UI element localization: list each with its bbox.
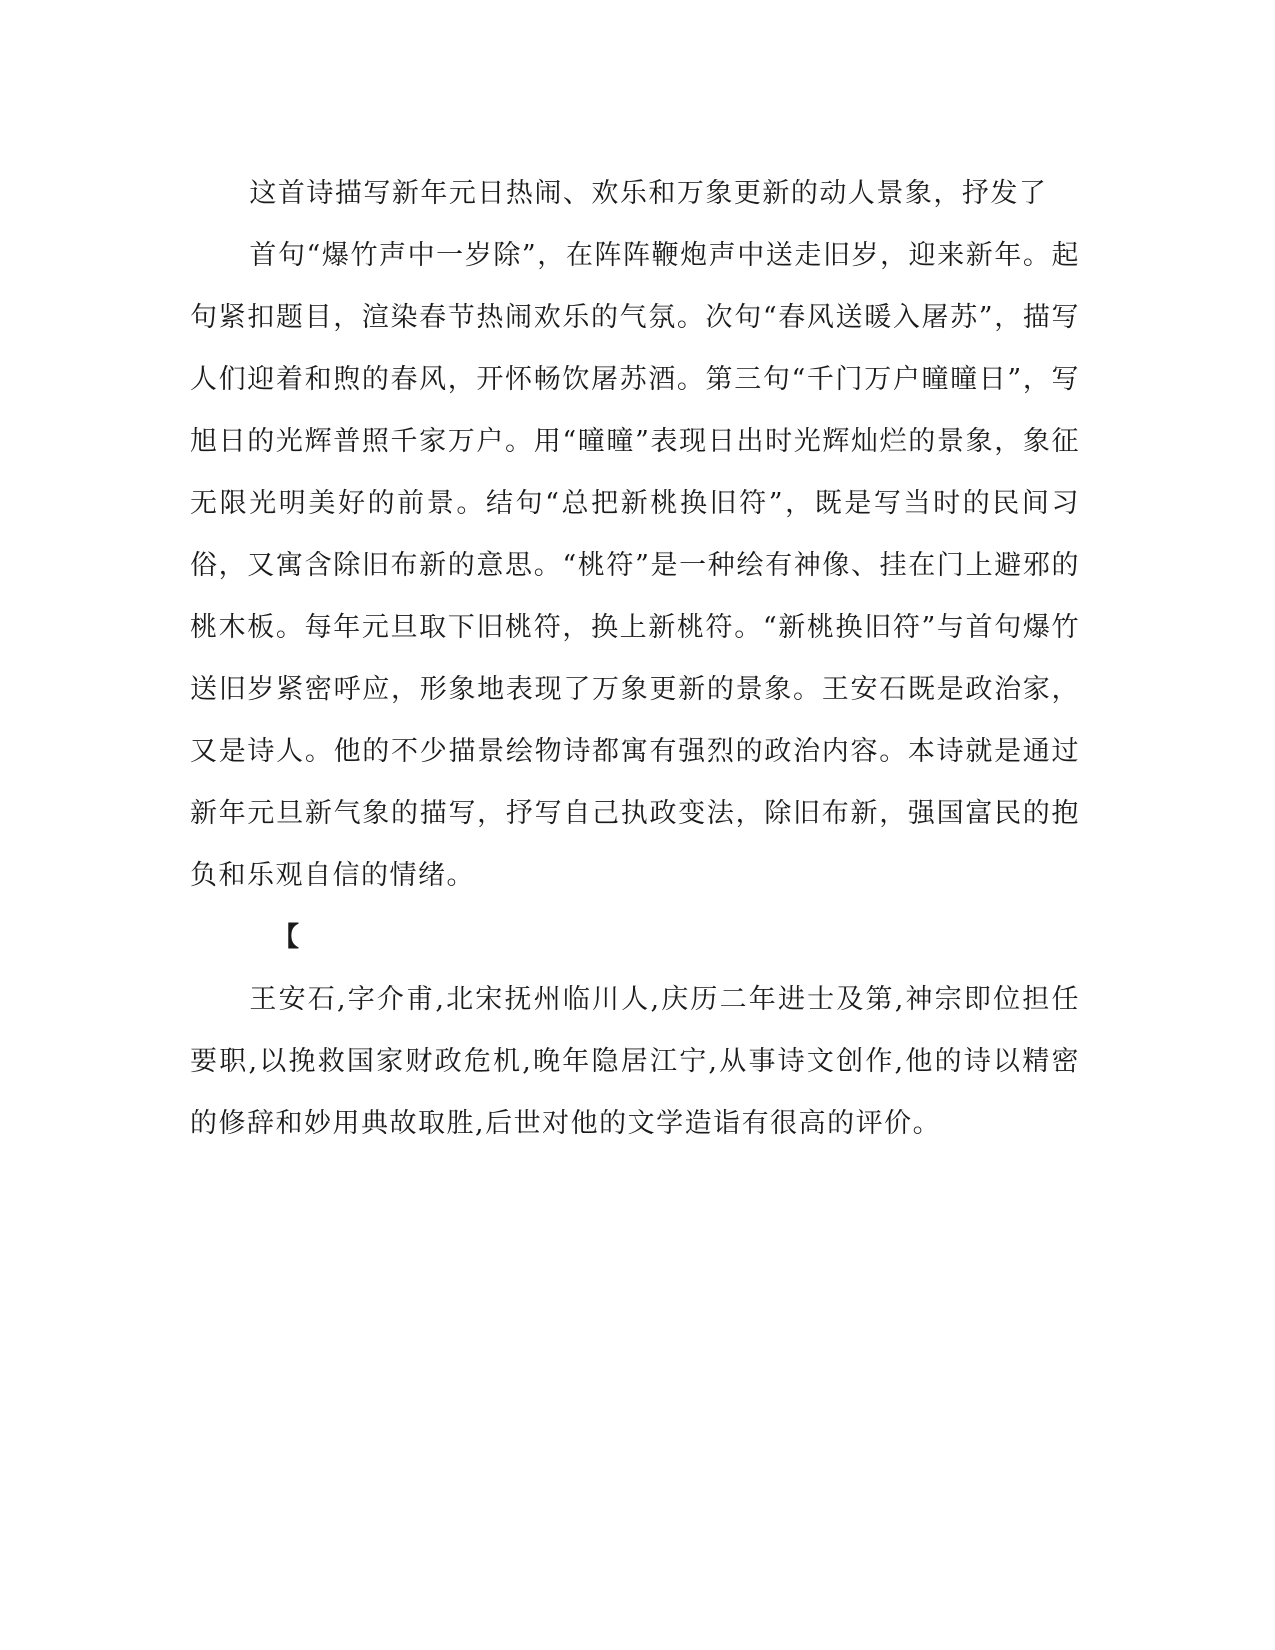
author-bio-paragraph: 王安石,字介甫,北宋抚州临川人,庆历二年进士及第,神宗即位担任要职,以挽救国家财政危机,晚年隐居江宁,从事诗文创作,他的诗以精密的修辞和妙用典故取胜,后世对他的文学造诣有很高的评价。 [190, 984, 1080, 1139]
section-bracket: 【 [272, 922, 301, 953]
analysis-paragraph: 首句“爆竹声中一岁除”，在阵阵鞭炮声中送走旧岁，迎来新年。起句紧扣题目，渲染春节热闹欢乐的气氛。次句“春风送暖入屠苏”，描写人们迎着和煦的春风，开怀畅饮屠苏酒。第三句“千门万户曈曈日”，写旭日的光辉普照千家万户。用“曈曈”表现日出时光辉灿烂的景象，象征无限光明美好的前景。结句“总把新桃换旧符”，既是写当时的民间习俗，又寓含除旧布新的意思。“桃符”是一种绘有神像、挂在门上避邪的桃木板。每年元旦取下旧桃符，换上新桃符。“新桃换旧符”与首句爆竹送旧岁紧密呼应，形象地表现了万象更新的景象。王安石既是政治家，又是诗人。他的不少描景绘物诗都寓有强烈的政治内容。本诗就是通过新年元旦新气象的描写，抒写自己执政变法，除旧布新，强国富民的抱负和乐观自信的情绪。 [190, 240, 1080, 891]
intro-paragraph: 这首诗描写新年元日热闹、欢乐和万象更新的动人景象，抒发了 [249, 178, 1048, 209]
document-body [190, 163, 1080, 1155]
